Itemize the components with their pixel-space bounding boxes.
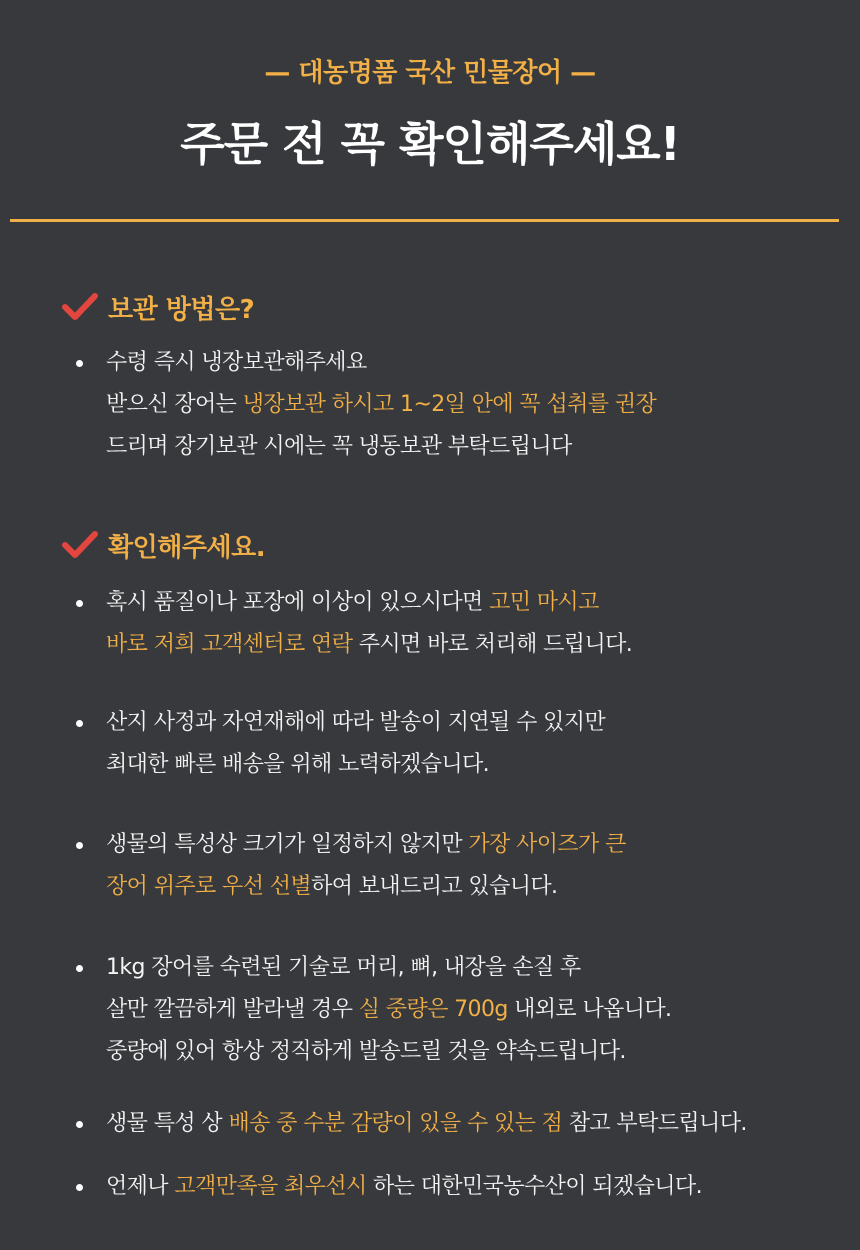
page-title: 주문 전 꼭 확인해주세요! — [180, 117, 680, 171]
highlight-text: 실 중량은 700g — [358, 997, 508, 1022]
text-line: 산지 사정과 자연재해에 따라 발송이 지연될 수 있지만 — [106, 710, 606, 735]
text-line: 드리며 장기보관 시에는 꼭 냉동보관 부탁드립니다 — [106, 434, 572, 459]
text-segment: 언제나 — [106, 1174, 175, 1199]
text-segment: 받으신 장어는 — [106, 392, 243, 417]
text-line — [72, 866, 852, 908]
list-item — [72, 342, 852, 468]
text-segment: 하여 보내드리고 있습니다. — [311, 874, 558, 899]
text-segment: 혹시 품질이나 포장에 이상이 있으시다면 — [106, 590, 490, 615]
bullet-dot — [76, 1184, 83, 1191]
section-heading-check — [62, 527, 265, 563]
list-item — [72, 1166, 852, 1208]
title-divider — [10, 219, 839, 222]
text-segment: 내외로 나옵니다. — [507, 997, 672, 1022]
text-segment: 주시면 바로 처리해 드립니다. — [352, 632, 633, 657]
text-line — [72, 1166, 852, 1208]
highlight-text: 냉장보관 하시고 1~2일 안에 꼭 섭취를 권장 — [242, 392, 657, 417]
list-item — [72, 1103, 852, 1145]
highlight-text: 바로 저희 고객센터로 연락 — [106, 632, 353, 657]
section-heading-storage — [62, 289, 254, 325]
text-line — [72, 384, 852, 426]
text-segment: 생물의 특성상 크기가 일정하지 않지만 — [106, 832, 469, 857]
text-line — [72, 624, 852, 666]
bullet-dot — [76, 965, 83, 972]
checkmark-icon — [62, 292, 98, 322]
text-line: 최대한 빠른 배송을 위해 노력하겠습니다. — [106, 752, 490, 777]
text-segment: 참고 부탁드립니다. — [562, 1111, 747, 1136]
text-line — [72, 824, 852, 866]
text-line — [72, 989, 852, 1031]
list-item — [72, 824, 852, 908]
text-line — [72, 582, 852, 624]
bullet-dot — [76, 842, 83, 849]
list-item — [72, 947, 852, 1073]
bullet-dot — [76, 360, 83, 367]
text-line: 중량에 있어 항상 정직하게 발송드릴 것을 약속드립니다. — [106, 1039, 626, 1064]
brand-subtitle: — 대농명품 국산 민물장어 — — [264, 58, 596, 88]
bullet-dot — [76, 1121, 83, 1128]
text-line: 1kg 장어를 숙련된 기술로 머리, 뼈, 내장을 손질 후 — [106, 955, 581, 980]
bullet-dot — [76, 720, 83, 727]
text-line: 수령 즉시 냉장보관해주세요 — [106, 350, 367, 375]
text-segment: 생물 특성 상 — [106, 1111, 229, 1136]
text-segment: 살만 깔끔하게 발라낼 경우 — [106, 997, 359, 1022]
highlight-text: 가장 사이즈가 큰 — [468, 832, 626, 857]
section-heading-label: 보관 방법은? — [108, 294, 255, 325]
text-line — [72, 1103, 852, 1145]
text-segment: 하는 대한민국농수산이 되겠습니다. — [366, 1174, 702, 1199]
highlight-text: 배송 중 수분 감량이 있을 수 있는 점 — [228, 1111, 563, 1136]
bullet-dot — [76, 600, 83, 607]
checkmark-icon — [62, 530, 98, 560]
list-item — [72, 582, 852, 666]
section-heading-label: 확인해주세요. — [108, 532, 266, 563]
highlight-text: 고민 마시고 — [489, 590, 599, 615]
highlight-text: 고객만족을 최우선시 — [174, 1174, 367, 1199]
list-item — [72, 702, 852, 786]
highlight-text: 장어 위주로 우선 선별 — [106, 874, 312, 899]
